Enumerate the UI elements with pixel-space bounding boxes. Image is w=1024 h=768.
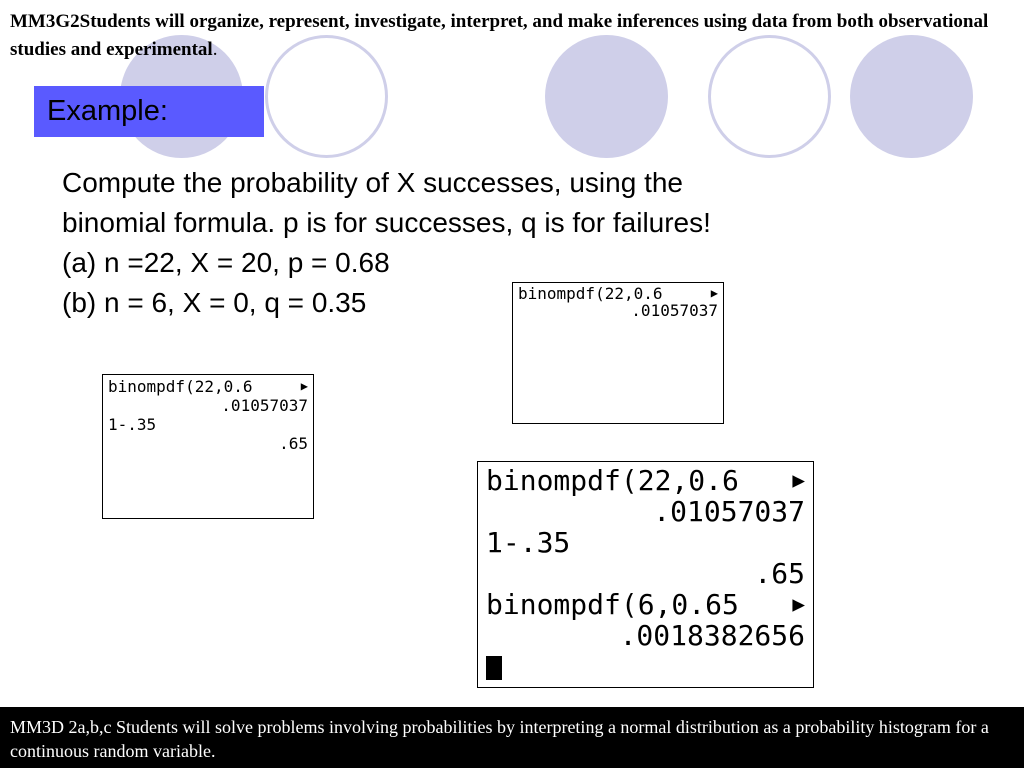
calculator-screen-3 xyxy=(477,461,814,688)
calc-result: .0018382656 xyxy=(619,619,805,652)
problem-line-1: Compute the probability of X successes, using the xyxy=(62,167,684,198)
cursor-icon xyxy=(486,656,502,680)
calc-result: .65 xyxy=(754,557,805,590)
calc-command: 1-.35 xyxy=(486,526,571,559)
calc-command-line xyxy=(518,285,718,302)
calc-result: .01057037 xyxy=(221,396,308,415)
more-arrow-icon: ▶ xyxy=(710,286,718,300)
calc-command: binompdf(22,0.6 xyxy=(486,464,739,497)
standard-header-text: MM3G2Students will organize, represent, investigate, interpret, and make inferences using data from both observational studies and experimental xyxy=(10,11,989,60)
problem-part-a: (a) n =22, X = 20, p = 0.68 xyxy=(62,247,390,278)
calc-cursor-line xyxy=(486,651,805,682)
standard-header-period: . xyxy=(212,39,218,60)
problem-part-b: (b) n = 6, X = 0, q = 0.35 xyxy=(62,287,367,318)
calc-result: .01057037 xyxy=(631,301,718,320)
calculator-screen-1 xyxy=(512,282,724,424)
calc-command-line xyxy=(486,465,805,496)
calc-command: binompdf(6,0.65 xyxy=(486,588,739,621)
more-arrow-icon: ▶ xyxy=(792,468,805,492)
calc-result: .01057037 xyxy=(653,495,805,528)
more-arrow-icon: ▶ xyxy=(300,379,308,393)
calc-command-line xyxy=(486,589,805,620)
calc-result: .65 xyxy=(279,434,308,453)
calc-command: binompdf(22,0.6 xyxy=(108,377,253,396)
calc-command: binompdf(22,0.6 xyxy=(518,284,663,303)
calculator-screen-2 xyxy=(102,374,314,519)
example-label: Example: xyxy=(34,86,264,137)
standard-header xyxy=(10,8,1014,64)
calc-command: 1-.35 xyxy=(108,415,157,434)
problem-line-2: binomial formula. p is for successes, q is for failures! xyxy=(62,207,711,238)
standard-footer: MM3D 2a,b,c Students will solve problems involving probabilities by interpreting a normal distribution as a probability histogram for a continuous random variable. xyxy=(0,707,1024,768)
more-arrow-icon: ▶ xyxy=(792,592,805,616)
calc-command-line xyxy=(108,377,308,396)
